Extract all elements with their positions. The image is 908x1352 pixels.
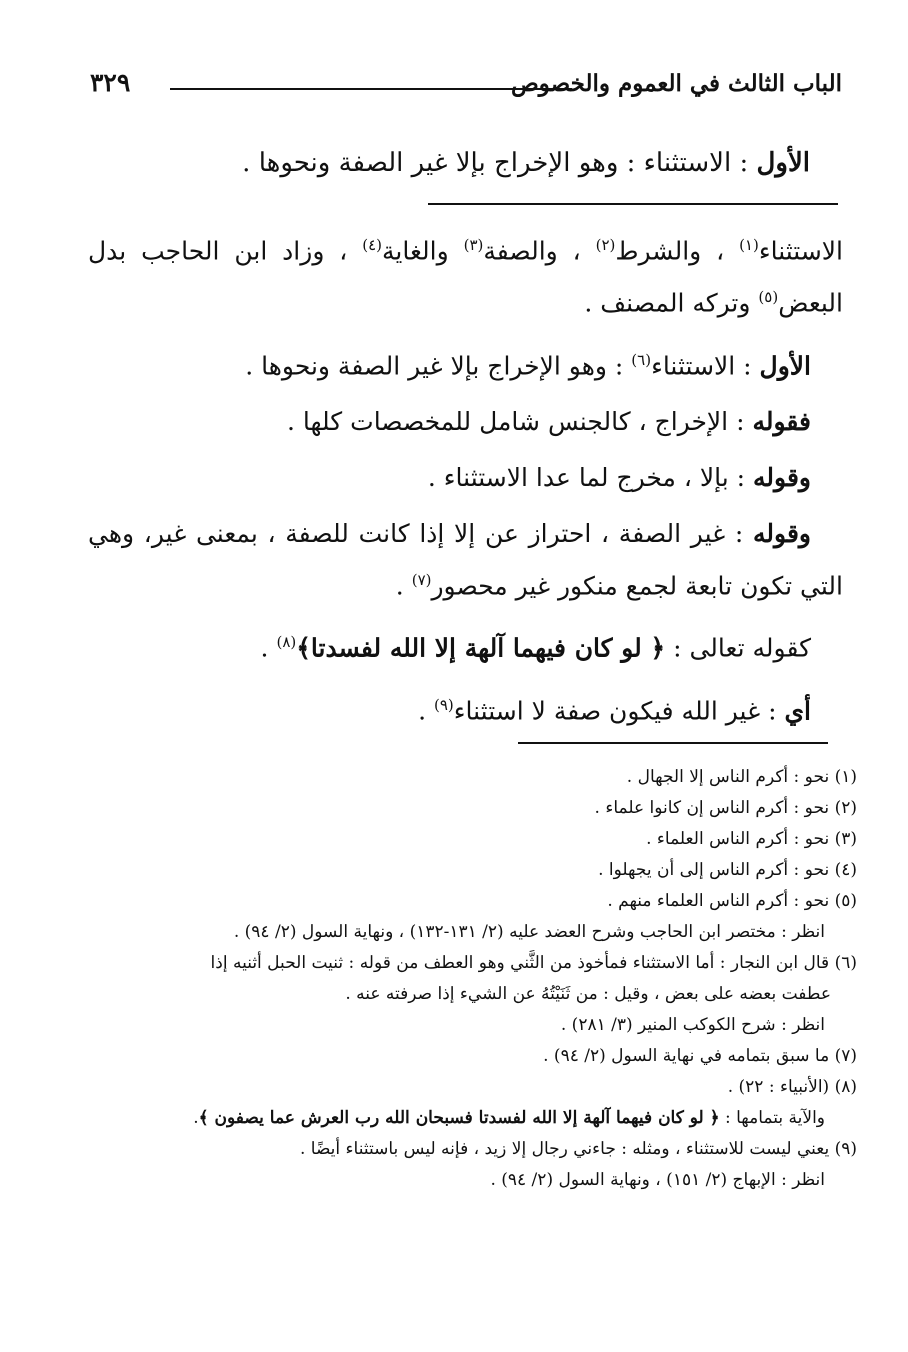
quran-verse: ﴿ لو كان فيهما آلهة إلا الله لفسدتا﴾	[296, 633, 666, 663]
footnote-1: (١) نحو : أكرم الناس إلا الجهال .	[626, 767, 857, 787]
chapter-title: الباب الثالث في العموم والخصوص	[510, 70, 842, 97]
footnotes	[80, 762, 857, 1196]
header-rule	[170, 88, 572, 90]
footnote-ref[interactable]: (١)	[739, 236, 759, 254]
footnote-8: (٨) (الأنبياء : ٢٢) .	[727, 1077, 857, 1097]
heading-text: : الاستثناء : وهو الإخراج بإلا غير الصفة ونحوها .	[242, 148, 749, 178]
paragraph-quran-example: كقوله تعالى : ﴿ لو كان فيهما آلهة إلا الله لفسدتا﴾$^{(٨)}$ .	[260, 633, 811, 663]
footnote-6: (٦) قال ابن النجار : أما الاستثناء فمأخوذ من الثَّني وهو العطف من قوله : ثنيت الحبل أثنيه إذا	[210, 953, 857, 973]
section-heading	[242, 148, 810, 178]
paragraph-first-definition: الأول : الاستثناء$^{(٦)}$ : وهو الإخراج بإلا غير الصفة ونحوها .	[245, 350, 811, 380]
paragraph-explanation-3: وقوله : غير الصفة ، احتراز عن إلا إذا كانت للصفة ، بمعنى غير، وهي التي تكون تابعة لجمع منكور غير محصور$^{(٧)}$ .	[88, 518, 843, 601]
footnote-ref[interactable]: (٢)	[595, 236, 616, 254]
footnote-2: (٢) نحو : أكرم الناس إن كانوا علماء .	[594, 798, 857, 818]
footnote-8-verse: والآية بتمامها : ﴿ لو كان فيهما آلهة إلا الله لفسدتا فسبحان الله رب العرش عما يصفون ﴾.	[193, 1108, 825, 1128]
footnote-ref[interactable]: (٨)	[276, 633, 297, 652]
footnote-ref[interactable]: (٦)	[631, 350, 652, 369]
paragraph-explanation-1: فقوله : الإخراج ، كالجنس شامل للمخصصات كلها .	[287, 406, 811, 436]
paragraph-explanation-2: وقوله : بإلا ، مخرج لما عدا الاستثناء .	[427, 462, 811, 492]
main-text	[88, 222, 843, 744]
paragraph-meaning: أي : غير الله فيكون صفة لا استثناء$^{(٩)}$ .	[418, 695, 811, 725]
heading-rule	[428, 203, 838, 205]
footnote-5-reference: انظر : مختصر ابن الحاجب وشرح العضد عليه (٢/ ١٣١-١٣٢) ، ونهاية السول (٢/ ٩٤) .	[233, 922, 825, 942]
footnote-ref[interactable]: (٤)	[362, 236, 383, 254]
quran-verse: ﴿ لو كان فيهما آلهة إلا الله لفسدتا فسبحان الله رب العرش عما يصفون ﴾	[198, 1108, 720, 1128]
footnote-5: (٥) نحو : أكرم الناس العلماء منهم .	[607, 891, 857, 911]
paragraph-specifiers: الاستثناء$^{(١)}$ ، والشرط$^{(٢)}$ ، والصفة$^{(٣)}$ والغاية$^{(٤)}$ ، وزاد ابن الحاجب بدل البعض$^{(٥)}$ وتركه المصنف .	[88, 236, 843, 318]
running-header	[90, 66, 842, 106]
heading-label: الأول	[756, 148, 810, 178]
footnote-separator	[518, 742, 828, 744]
footnote-6-reference: انظر : شرح الكوكب المنير (٣/ ٢٨١) .	[560, 1015, 825, 1035]
footnote-9-reference: انظر : الإبهاج (٢/ ١٥١) ، ونهاية السول (٢/ ٩٤) .	[490, 1170, 825, 1190]
footnote-ref[interactable]: (٥)	[758, 288, 779, 307]
footnote-7: (٧) ما سبق بتمامه في نهاية السول (٢/ ٩٤) .	[543, 1046, 857, 1066]
footnote-3: (٣) نحو : أكرم الناس العلماء .	[646, 829, 857, 849]
footnote-9: (٩) يعني ليست للاستثناء ، ومثله : جاءني رجال إلا زيد ، فإنه ليس باستثناء أيضًا .	[299, 1139, 857, 1159]
footnote-ref[interactable]: (٣)	[463, 236, 484, 254]
footnote-6-continuation: عطفت بعضه على بعض ، وقيل : من ثَنَيْتُهُ عن الشيء إذا صرفته عنه .	[345, 984, 831, 1004]
footnote-ref[interactable]: (٩)	[433, 695, 454, 714]
page-number: ٣٢٩	[90, 68, 131, 97]
footnote-4: (٤) نحو : أكرم الناس إلى أن يجهلوا .	[598, 860, 857, 880]
footnote-ref[interactable]: (٧)	[411, 570, 432, 589]
